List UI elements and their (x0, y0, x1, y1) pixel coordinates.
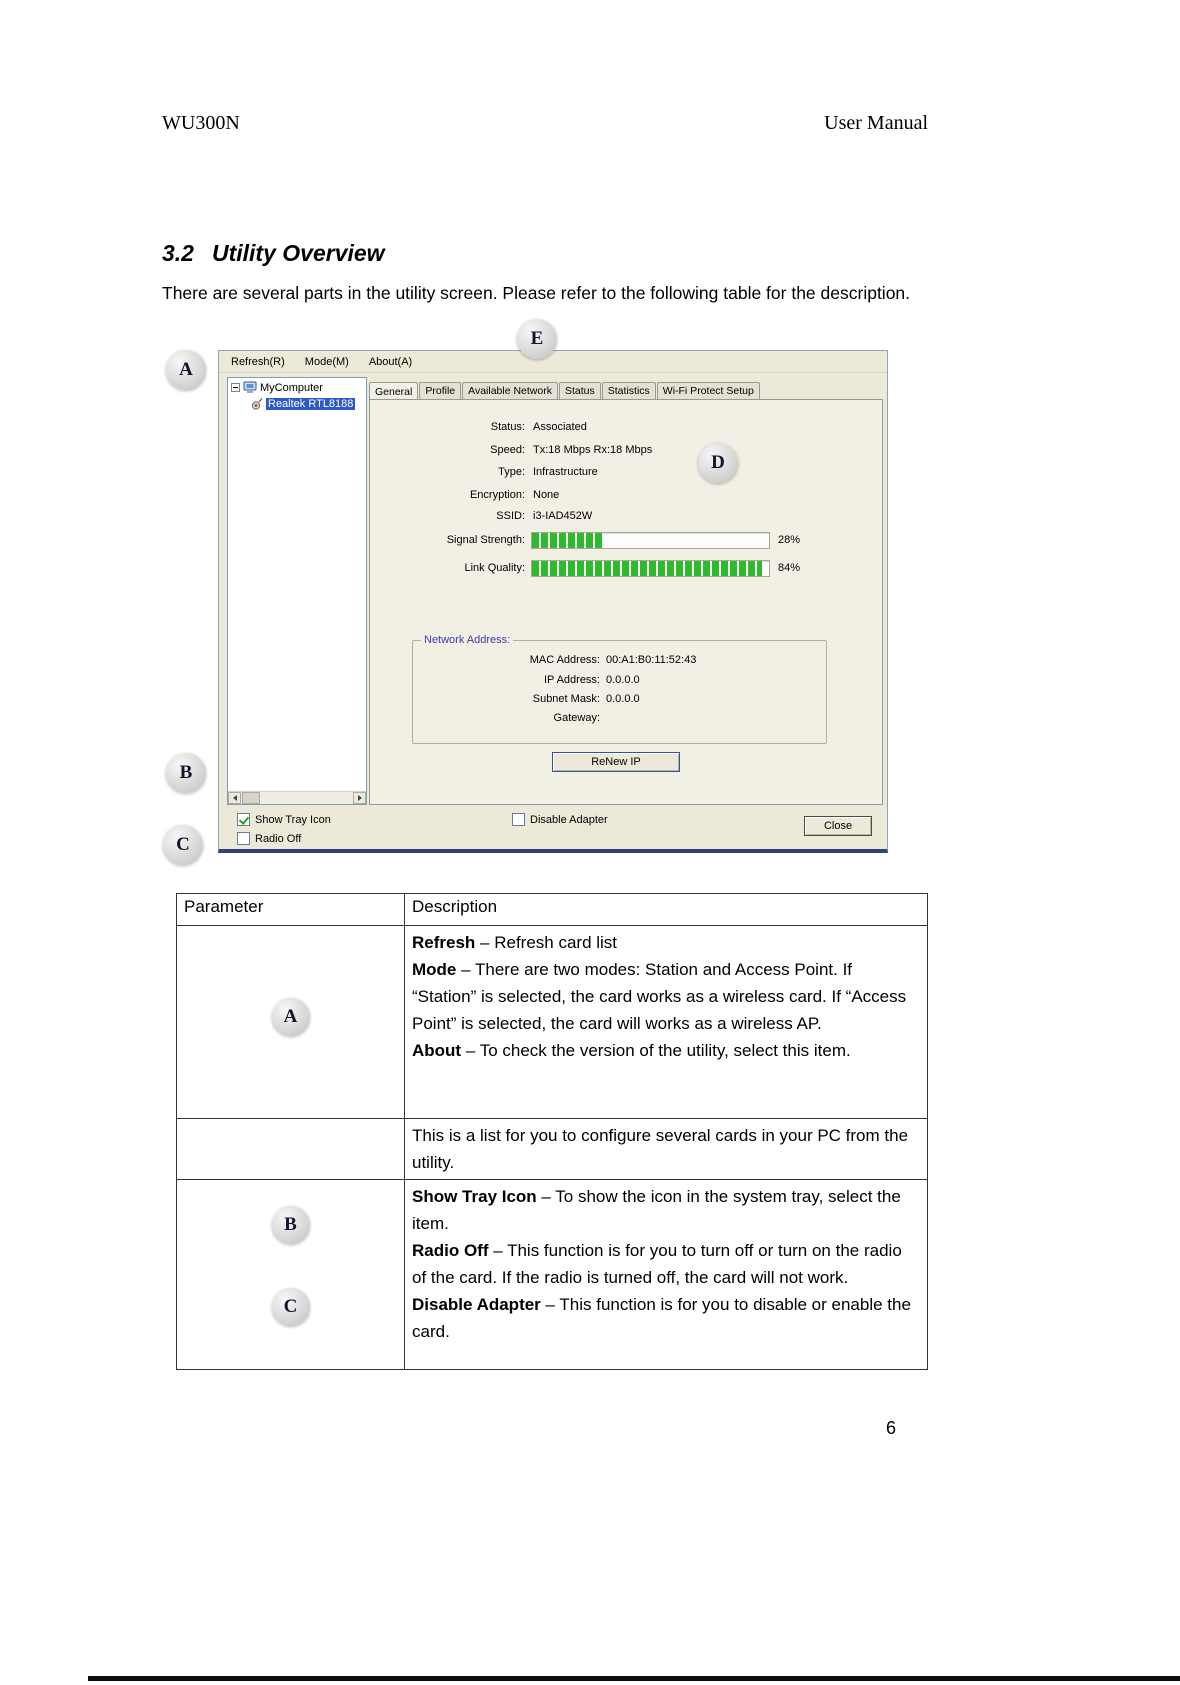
tab-status[interactable]: Status (559, 382, 601, 399)
tree-item-realtek[interactable]: Realtek RTL8188 (268, 397, 354, 410)
ssid-row (370, 509, 882, 523)
desc-line: Radio Off – This function is for you to turn off or turn on the radio of the card. If the radio is turned off, the card will not work. (412, 1241, 902, 1287)
disable-adapter-control (512, 813, 608, 826)
tab-general[interactable]: General (369, 382, 418, 400)
desc-line: Disable Adapter – This function is for you to disable or enable the card. (412, 1295, 911, 1341)
param-cell-list (177, 1119, 405, 1180)
scroll-right-button[interactable] (353, 792, 366, 804)
tree-row-mycomputer (228, 378, 366, 394)
link-quality-fill (532, 561, 762, 576)
gateway-label: Gateway: (553, 712, 600, 724)
desc-cell-list (405, 1119, 928, 1180)
section-title: Utility Overview (211, 240, 385, 266)
network-address-groupbox (412, 634, 827, 744)
table-callout-a: A (272, 998, 310, 1036)
header-parameter: Parameter (177, 894, 405, 926)
desc-line: Refresh – Refresh card list (412, 933, 618, 952)
status-label: Status: (490, 421, 525, 433)
speed-row (370, 443, 882, 457)
status-row (370, 420, 882, 434)
ip-address-row (413, 673, 826, 687)
ssid-value: i3-IAD452W (533, 510, 593, 522)
doc-header-title: User Manual (824, 112, 928, 134)
section-heading (162, 240, 385, 267)
computer-icon (243, 381, 257, 394)
intro-paragraph: There are several parts in the utility screen. Please refer to the following table for the description. (162, 283, 911, 303)
doc-header-product: WU300N (162, 112, 240, 134)
radio-off-control (237, 832, 301, 845)
scrollbar-thumb[interactable] (242, 792, 260, 804)
table-row (177, 1180, 928, 1370)
ip-address-label: IP Address: (543, 674, 600, 686)
network-address-title: Network Address: (421, 634, 513, 646)
link-quality-percent: 84% (778, 562, 801, 574)
tree-item-mycomputer[interactable]: MyComputer (260, 381, 323, 394)
link-quality-row (370, 559, 882, 577)
callout-a: A (166, 350, 206, 390)
link-quality-bar (531, 560, 770, 577)
table-callout-b: B (272, 1206, 310, 1244)
menu-about[interactable]: About(A) (368, 355, 413, 368)
footer-rule (88, 1676, 1180, 1681)
renew-ip-button[interactable]: ReNew IP (552, 752, 680, 772)
encryption-value: None (533, 489, 560, 501)
device-tree-panel (227, 377, 367, 805)
wireless-adapter-icon (250, 397, 263, 410)
page-number: 6 (886, 1418, 897, 1438)
table-row (177, 926, 928, 1119)
signal-strength-fill (532, 533, 603, 548)
table-row (177, 1119, 928, 1180)
param-cell-a (177, 926, 405, 1119)
tab-statistics[interactable]: Statistics (602, 382, 656, 399)
table-callout-c: C (272, 1288, 310, 1326)
type-row (370, 465, 882, 479)
callout-b: B (166, 753, 206, 793)
callout-d: D (698, 443, 738, 483)
table-header-row (177, 894, 928, 926)
tab-available-network[interactable]: Available Network (462, 382, 558, 399)
ssid-label: SSID: (496, 510, 525, 522)
show-tray-icon-control (237, 813, 331, 826)
tab-profile[interactable]: Profile (419, 382, 461, 399)
callout-c: C (163, 825, 203, 865)
encryption-label: Encryption: (469, 489, 525, 501)
signal-strength-row (370, 531, 882, 549)
tab-strip (369, 382, 761, 399)
desc-line: Show Tray Icon – To show the icon in the system tray, select the item. (412, 1187, 901, 1233)
desc-line: Mode – There are two modes: Station and Access Point. If “Station” is selected, the card works as a wireless card. If “Access Point” is selected, the card will works as a wireless AP. (412, 960, 907, 1033)
menu-bar (219, 351, 887, 373)
radio-off-label: Radio Off (255, 832, 302, 845)
ip-address-value: 0.0.0.0 (606, 674, 640, 686)
desc-cell-bc (405, 1180, 928, 1370)
subnet-mask-label: Subnet Mask: (532, 693, 600, 705)
callout-e: E (517, 319, 557, 359)
subnet-mask-value: 0.0.0.0 (606, 693, 640, 705)
parameter-description-table (176, 893, 928, 1370)
show-tray-icon-label: Show Tray Icon (255, 813, 331, 826)
desc-line: This is a list for you to configure several cards in your PC from the utility. (412, 1126, 909, 1172)
encryption-row (370, 488, 882, 502)
tree-row-adapter (228, 394, 366, 410)
mac-address-row (413, 653, 826, 667)
desc-cell-a (405, 926, 928, 1119)
tree-collapse-toggle[interactable] (231, 383, 240, 392)
menu-refresh[interactable]: Refresh(R) (231, 355, 285, 368)
disable-adapter-label: Disable Adapter (530, 813, 608, 826)
gateway-row (413, 711, 826, 725)
show-tray-icon-checkbox[interactable] (237, 813, 250, 826)
link-quality-label: Link Quality: (464, 562, 525, 574)
type-label: Type: (498, 466, 525, 478)
signal-strength-bar (531, 532, 770, 549)
status-value: Associated (533, 421, 587, 433)
param-cell-bc (177, 1180, 405, 1370)
tab-wifi-protect-setup[interactable]: Wi-Fi Protect Setup (657, 382, 760, 399)
mac-address-label: MAC Address: (529, 654, 600, 666)
signal-strength-label: Signal Strength: (446, 534, 525, 546)
tree-horizontal-scrollbar[interactable] (228, 791, 366, 804)
radio-off-checkbox[interactable] (237, 832, 250, 845)
speed-value: Tx:18 Mbps Rx:18 Mbps (533, 444, 653, 456)
type-value: Infrastructure (533, 466, 598, 478)
desc-line: About – To check the version of the utility, select this item. (412, 1041, 851, 1060)
subnet-mask-row (413, 692, 826, 706)
mac-address-value: 00:A1:B0:11:52:43 (606, 654, 697, 666)
header-description: Description (405, 894, 928, 926)
signal-strength-percent: 28% (778, 534, 801, 546)
wireless-utility-window (218, 350, 888, 853)
disable-adapter-checkbox[interactable] (512, 813, 525, 826)
speed-label: Speed: (490, 444, 525, 456)
scroll-left-button[interactable] (228, 792, 241, 804)
close-button[interactable]: Close (804, 816, 872, 836)
general-tab-panel (369, 399, 883, 805)
section-number: 3.2 (162, 240, 194, 266)
menu-mode[interactable]: Mode(M) (304, 355, 349, 368)
